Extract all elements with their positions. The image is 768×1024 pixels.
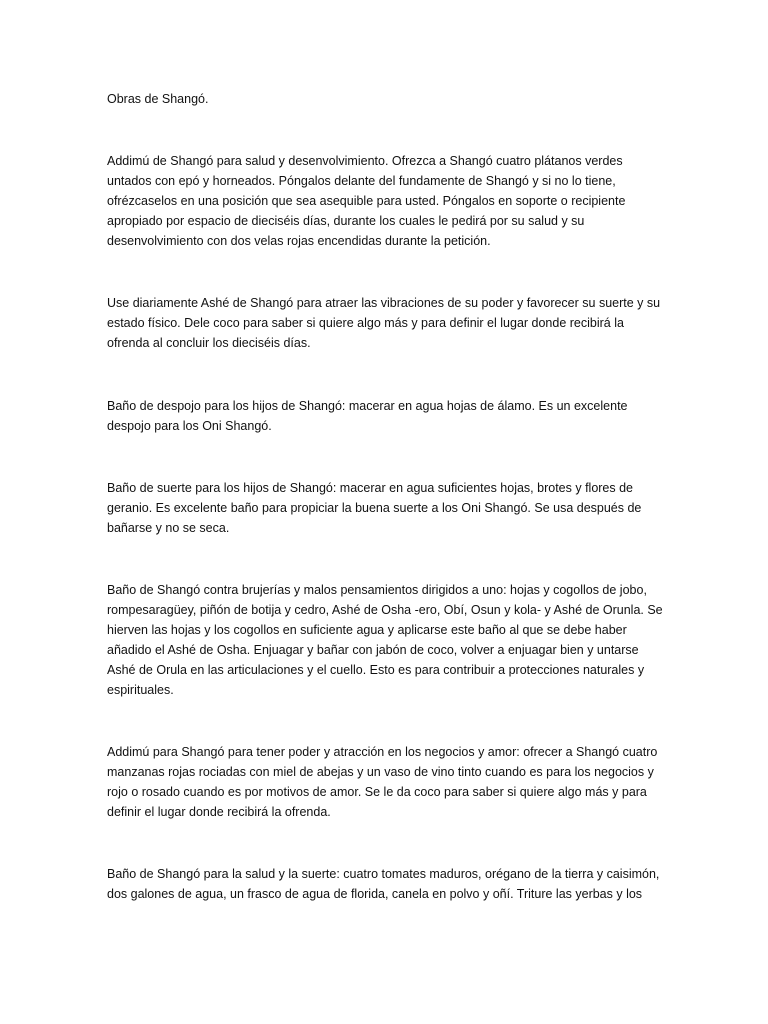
paragraph-bano-suerte: Baño de suerte para los hijos de Shangó: macerar en agua suficientes hojas, brotes y flores de geranio. Es excelente baño para propiciar la buena suerte a los Oni Shangó. Se usa después de bañarse y no se seca. [107, 481, 642, 535]
paragraph-bano-despojo: Baño de despojo para los hijos de Shangó: macerar en agua hojas de álamo. Es un excelente despojo para los Oni Shangó. [107, 399, 628, 433]
document-title: Obras de Shangó. [107, 92, 209, 106]
paragraph-addimu-negocios-amor: Addimú para Shangó para tener poder y atracción en los negocios y amor: ofrecer a Shangó cuatro manzanas rojas rociadas con miel de abejas y un vaso de vino tinto cuando es para los negocios y rojo o rosado cuando es por motivos de amor. Se le da coco para saber si quiere algo más y para definir el lugar donde recibirá la ofrenda. [107, 745, 658, 819]
paragraph-ashe-diario: Use diariamente Ashé de Shangó para atraer las vibraciones de su poder y favorecer su suerte y su estado físico. Dele coco para saber si quiere algo más y para definir el lugar donde recibirá la ofrenda al concluir los dieciséis días. [107, 296, 661, 350]
paragraph-bano-brujerias: Baño de Shangó contra brujerías y malos pensamientos dirigidos a uno: hojas y cogollos de jobo, rompesaragüey, piñón de botija y cedro, Ashé de Osha -ero, Obí, Osun y kola- y Ashé de Orunla. Se hierven las hojas y los cogollos en suficiente agua y aplicarse este baño al que se debe haber añadido el Ashé de Osha. Enjuagar y bañar con jabón de coco, volver a enjuagar bien y untarse Ashé de Orula en las articulaciones y el cuello. Esto es para contribuir a protecciones naturales y espirituales. [107, 583, 663, 697]
paragraph-bano-salud-suerte: Baño de Shangó para la salud y la suerte: cuatro tomates maduros, orégano de la tierra y caisimón, dos galones de agua, un frasco de agua de florida, canela en polvo y oñí. Triture las yerbas y los [107, 867, 660, 901]
paragraph-addimu-salud: Addimú de Shangó para salud y desenvolvimiento. Ofrezca a Shangó cuatro plátanos verdes untados con epó y horneados. Póngalos delante del fundamente de Shangó y si no lo tiene, ofrézcaselos en una posición que sea asequible para usted. Póngalos en soporte o recipiente apropiado por espacio de dieciséis días, durante los cuales le pedirá por su salud y su desenvolvimiento con dos velas rojas encendidas durante la petición. [107, 154, 626, 248]
